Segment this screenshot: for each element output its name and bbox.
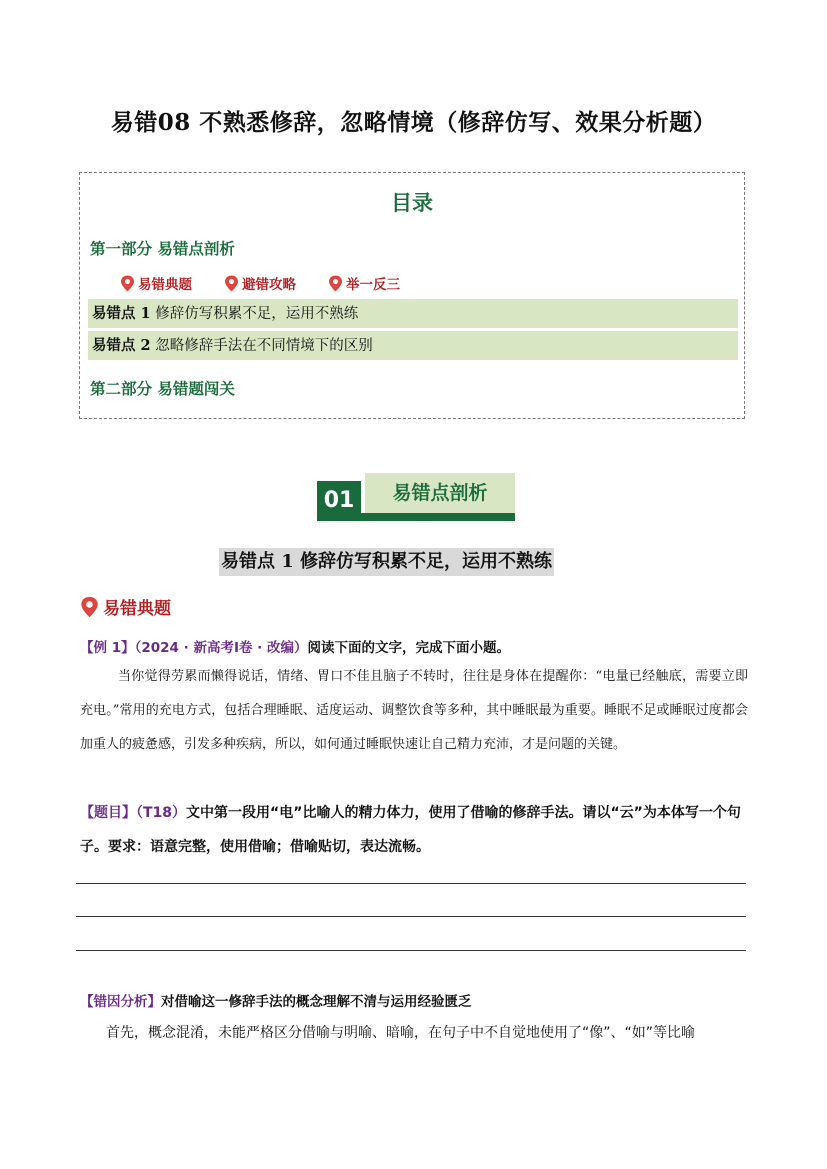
table-of-contents <box>79 172 745 419</box>
error-analysis-label: 【错因分析】 <box>80 994 161 1010</box>
toc-row-2[interactable] <box>88 331 738 360</box>
example-line <box>80 636 510 656</box>
passage-paragraph: 当你觉得劳累而懒得说话，情绪、胃口不佳且脑子不转时，往往是身体在提醒你：“电量已经触底，需要立即充电。”常用的充电方式，包括合理睡眠、适度运动、调整饮食等多种，其中睡眠最为重要。睡眠不足或睡眠过度都会加重人的疲惫感，引发多种疾病，所以，如何通过睡眠快速让自己精力充沛，才是问题的关键。 <box>80 669 748 752</box>
answer-line[interactable] <box>76 950 746 951</box>
toc-tag-strategy[interactable] <box>224 273 296 293</box>
document-title: 易错08 不熟悉修辞，忽略情境（修辞仿写、效果分析题） <box>110 109 717 136</box>
toc-heading: 目录 <box>391 191 433 215</box>
toc-part-2[interactable]: 第二部分 易错题闯关 <box>90 380 235 398</box>
toc-tag-label: 避错攻略 <box>242 277 296 293</box>
section-heading: 易错点 1 修辞仿写积累不足，运用不熟练 <box>219 548 554 576</box>
toc-row-lead: 易错点 2 <box>92 337 151 354</box>
toc-tag-label: 举一反三 <box>346 277 400 293</box>
question-label: 【题目】 <box>80 805 136 821</box>
toc-tag-practice[interactable] <box>328 273 400 293</box>
analysis-paragraph: 首先，概念混淆，未能严格区分借喻与明喻、暗喻，在句子中不自觉地使用了“像”、“如”等比喻 <box>106 1025 696 1041</box>
toc-row-lead: 易错点 1 <box>92 305 151 322</box>
example-source: （2024 · 新高考Ⅰ卷 · 改编） <box>134 640 308 656</box>
toc-row-text: 修辞仿写积累不足，运用不熟练 <box>155 306 359 322</box>
toc-tags <box>120 273 400 293</box>
banner-number: 01 <box>317 481 361 521</box>
banner-underline <box>361 513 515 521</box>
location-pin-icon <box>224 275 239 292</box>
answer-line[interactable] <box>76 883 746 884</box>
sub-heading-label: 易错典题 <box>103 599 171 619</box>
answer-line[interactable] <box>76 916 746 917</box>
location-pin-icon <box>120 275 135 292</box>
question-block <box>80 796 750 864</box>
toc-part-1[interactable]: 第一部分 易错点剖析 <box>90 240 235 258</box>
banner-label: 易错点剖析 <box>365 473 515 513</box>
question-text: 文中第一段用“电”比喻人的精力体力，使用了借喻的修辞手法。请以“云”为本体写一个句子。要求：语意完整，使用借喻；借喻贴切，表达流畅。 <box>80 805 741 855</box>
toc-tag-label: 易错典题 <box>138 277 192 293</box>
section-banner <box>317 471 515 521</box>
error-analysis-line <box>80 990 472 1010</box>
toc-tag-typical[interactable] <box>120 273 192 293</box>
error-analysis-text: 对借喻这一修辞手法的概念理解不清与运用经验匮乏 <box>161 994 472 1010</box>
location-pin-icon <box>80 596 99 618</box>
example-label: 【例 1】 <box>80 640 135 656</box>
location-pin-icon <box>328 275 343 292</box>
question-code: （T18） <box>136 805 187 821</box>
toc-row-1[interactable] <box>88 299 738 328</box>
sub-heading <box>80 594 171 619</box>
example-instruction: 阅读下面的文字，完成下面小题。 <box>307 640 510 656</box>
toc-row-text: 忽略修辞手法在不同情境下的区别 <box>155 338 373 354</box>
